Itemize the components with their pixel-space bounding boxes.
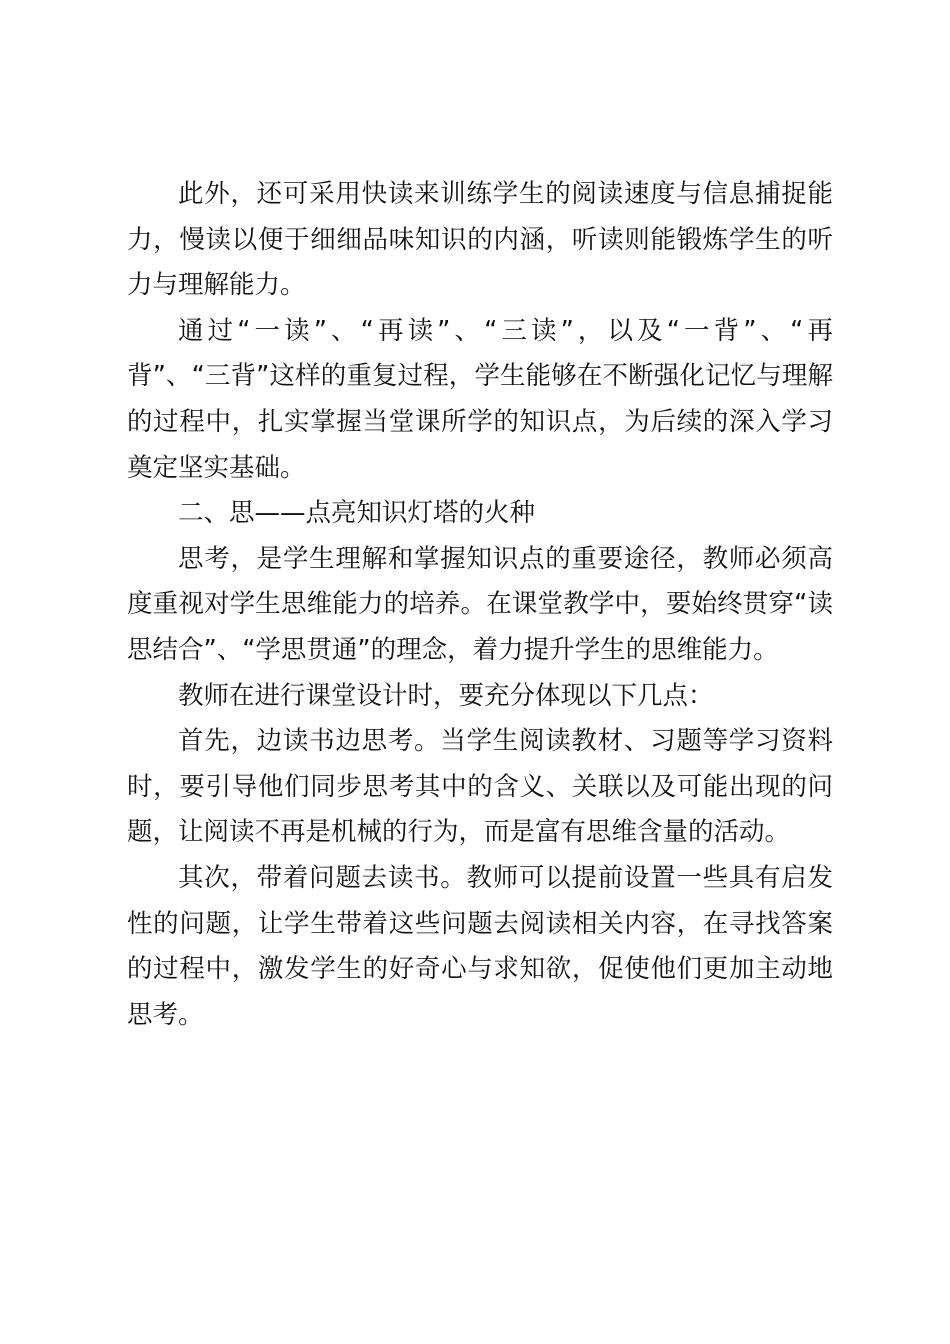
paragraph-design-points: 教师在进行课堂设计时，要充分体现以下几点： [178, 680, 714, 711]
paragraph-reading-speed: 此外，还可采用快读来训练学生的阅读速度与信息捕捉能力，慢读以便于细细品味知识的内涵，听读则能锻炼学生的听力与理解能力。 [127, 179, 833, 301]
paragraph-repetition: 通过“一读”、“再读”、“三读”，以及“一背”、“再背”、“三背”这样的重复过程，学生能够在不断强化记忆与理解的过程中，扎实掌握当堂课所学的知识点，为后续的深入学习奠定坚实基础。 [127, 315, 833, 483]
paragraph-first-point: 首先，边读书边思考。当学生阅读教材、习题等学习资料时，要引导他们同步思考其中的含义、关联以及可能出现的问题，让阅读不再是机械的行为，而是富有思维含量的活动。 [127, 726, 833, 848]
paragraph-thinking-intro: 思考，是学生理解和掌握知识点的重要途径，教师必须高度重视对学生思维能力的培养。在课堂教学中，要始终贯穿“读思结合”、“学思贯通”的理念，着力提升学生的思维能力。 [127, 543, 833, 665]
section-heading-thinking: 二、思——点亮知识灯塔的火种 [178, 498, 536, 529]
paragraph-second-point: 其次，带着问题去读书。教师可以提前设置一些具有启发性的问题，让学生带着这些问题去阅读相关内容，在寻找答案的过程中，激发学生的好奇心与求知欲，促使他们更加主动地思考。 [127, 862, 833, 1030]
document-body [127, 172, 833, 1038]
